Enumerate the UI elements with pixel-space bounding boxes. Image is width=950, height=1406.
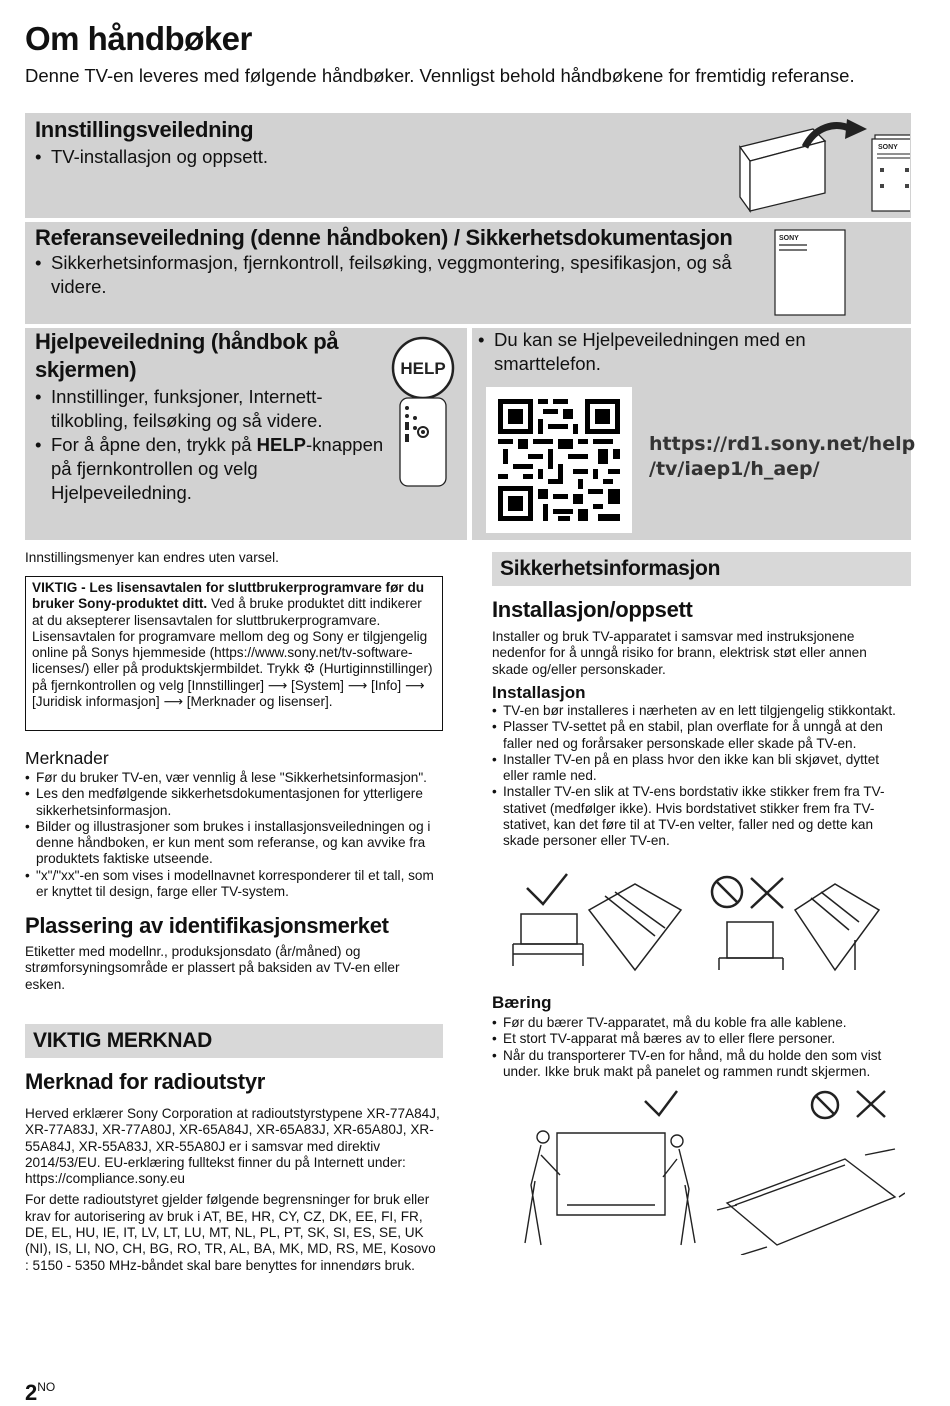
prohibited-icon: [812, 1092, 838, 1118]
tv-stand-illustration: [505, 870, 905, 980]
list-item: • Les den medfølgende sikkerhetsdokumentasjonen for ytterligere sikkerhetsinformasjon.: [25, 786, 423, 818]
installation-list: [492, 703, 907, 850]
reference-guide-bullet: • Sikkerhetsinformasjon, fjernkontroll, feilsøking, veggmontering, spesifikasjon, og så videre.: [35, 252, 732, 297]
intro-text: Denne TV-en leveres med følgende håndbøker. Vennligst behold håndbøkene for fremtidig referanse.: [25, 65, 855, 86]
list-item: • "x"/"xx"-en som vises i modellnavnet korresponderer til et tall, som er knyttet til design, farge eller TV-system.: [25, 867, 434, 900]
manual-box-smartphone: [472, 328, 916, 540]
cross-icon: [751, 878, 783, 908]
arrow-icon: ⟶: [404, 677, 425, 693]
setup-guide-brand: SONY: [878, 144, 898, 151]
important-notice-band: VIKTIG MERKNAD: [25, 1024, 443, 1058]
license-important-box: VIKTIG - Les lisensavtalen for sluttbrukerprogramvare før du bruker Sony-produktet ditt. Ved å bruke produktet ditt indikerer at du aksepterer lisensavtalen for sluttbrukerprogramvare. Lisensavtalen for programvare mellom deg og Sony er tilgjengelig online på Sonys hjemmeside (https://www.sony.net/tv-software-licenses/) eller på produktskjermbildet. Trykk ⚙ (Hurtiginnstillinger) på fjernkontrollen og velg [Innstillinger] ⟶ [System] ⟶ [Info] ⟶ [Juridisk informasjon] ⟶ [Merknader og lisenser].: [25, 576, 443, 731]
setup-guide-bullet: • TV-installasjon og oppsett.: [35, 146, 268, 167]
install-setup-heading: Installasjon/oppsett: [492, 597, 693, 622]
help-qr-code: [486, 387, 632, 533]
manual-box-help: [25, 328, 467, 540]
gear-icon: ⚙: [303, 661, 316, 677]
arrow-icon: ⟶: [163, 694, 183, 710]
box-to-guide-illustration: [725, 119, 910, 215]
radio-equipment-text: Herved erklærer Sony Corporation at radioutstyrstypene XR-77A84J, XR-77A83J, XR-77A80J, XR-65A84J, XR-65A83J, XR-65A80J, XR-55A84J, XR-55A83J, XR-55A80J er i samsvar med direktiv 2014/53/EU. EU-erklæring fulltekst finner du på Internett under: https://compliance.sony.eu For dette radioutstyret gjelder følgende begrensninger for bruk eller krav for autorisering av bruk i AT, BE, HR, CY, CZ, DK, EE, FI, FR, DE, EL, HU, IE, IT, LV, LT, LU, MT, NL, PL, PT, SK, SI, ES, SE, UK (NI), IS, LI, NO, CH, BG, RO, TR, AL, BA, MK, MD, RS, ME, Kosovo : 5150 - 5350 MHz-båndet skal bare benyttes for innendørs bruk.: [25, 1106, 440, 1273]
reference-booklet-brand: SONY: [779, 235, 799, 242]
list-item: • Installer TV-en slik at TV-ens bordstativ ikke stikker frem fra TV-stativet (medfølger ikke). Hvis bordstativet stikker frem fra TV-stativet, kan det føre til at TV-en velter, faller ned og dette kan skade personer eller TV-en.: [492, 784, 885, 849]
carrying-list: [492, 1015, 907, 1080]
check-icon: [645, 1091, 677, 1115]
arrow-icon: ⟶: [347, 677, 368, 693]
reference-booklet-illustration: [773, 228, 849, 318]
list-item: • Et stort TV-apparat må bæres av to eller flere personer.: [492, 1031, 836, 1047]
help-badge-label: HELP: [400, 359, 446, 378]
id-label-text: Etiketter med modellnr., produksjonsdato (år/måned) og strømforsyningsområde er plassert på baksiden av TV-en eller esken.: [25, 944, 400, 992]
id-label-heading: Plassering av identifikasjonsmerket: [25, 913, 389, 938]
cross-icon: [857, 1091, 885, 1117]
list-item: • Før du bruker TV-en, vær vennlig å lese "Sikkerhetsinformasjon".: [25, 770, 427, 785]
page-title: Om håndbøker: [25, 20, 252, 57]
list-item: • Plasser TV-settet på en stabil, plan overflate for å unngå at den faller ned og forårsaker personskade eller skade på TV-en.: [492, 719, 883, 751]
manual-box-setup: [25, 113, 911, 218]
safety-info-band: Sikkerhetsinformasjon: [492, 552, 911, 586]
list-item: • Når du transporterer TV-en for hånd, må du holde den som vist under. Ikke bruk makt på panelet og rammen rundt skjermen.: [492, 1047, 882, 1079]
reference-guide-heading: Referanseveiledning (denne håndboken) / Sikkerhetsdokumentasjon: [35, 225, 733, 250]
list-item: • Bilder og illustrasjoner som brukes i installasjonsveiledningen og i denne håndboken, er kun ment som referanse, og kan avvike fra produktets faktiske utseende.: [25, 818, 431, 867]
smartphone-bullet: • Du kan se Hjelpeveiledningen med en smarttelefon.: [478, 329, 806, 374]
manual-box-reference: [25, 222, 911, 324]
arrow-icon: ⟶: [267, 677, 288, 693]
notes-list: [25, 770, 445, 900]
list-item: • Før du bærer TV-apparatet, må du koble fra alle kablene.: [492, 1015, 847, 1030]
list-item: • TV-en bør installeres i nærheten av en lett tilgjengelig stikkontakt.: [492, 703, 896, 718]
radio-equipment-heading: Merknad for radioutstyr: [25, 1069, 266, 1094]
help-guide-bullets: • Innstillinger, funksjoner, Internett-tilkobling, feilsøking og så videre. • For å åpne den, trykk på HELP-knappen på fjernkontrollen og velg Hjelpeveiledning.: [35, 386, 384, 503]
prohibited-icon: [712, 877, 742, 907]
installation-subheading: Installasjon: [492, 683, 586, 702]
list-item: • Installer TV-en på en plass hvor den ikke kan bli skjøvet, dyttet eller ramle ned.: [492, 751, 880, 784]
install-setup-text: Installer og bruk TV-apparatet i samsvar med instruksjonene nedenfor for å unngå risiko for brann, elektrisk støt eller annen skade og/eller personskader.: [492, 629, 867, 677]
help-url[interactable]: https://rd1.sony.net/help /tv/iaep1/h_aep/: [649, 433, 916, 480]
help-guide-heading: Hjelpeveiledning (håndbok på skjermen): [35, 329, 339, 382]
settings-change-note: Innstillingsmenyer kan endres uten varsel.: [25, 550, 279, 565]
notes-heading: Merknader: [25, 748, 109, 768]
page-number: $2^{NO}$: [25, 1380, 56, 1405]
setup-guide-heading: Innstillingsveiledning: [35, 117, 254, 142]
tv-carrying-illustration: [505, 1085, 905, 1255]
check-icon: [527, 874, 567, 904]
carrying-subheading: Bæring: [492, 993, 552, 1012]
remote-help-illustration: [385, 332, 465, 492]
